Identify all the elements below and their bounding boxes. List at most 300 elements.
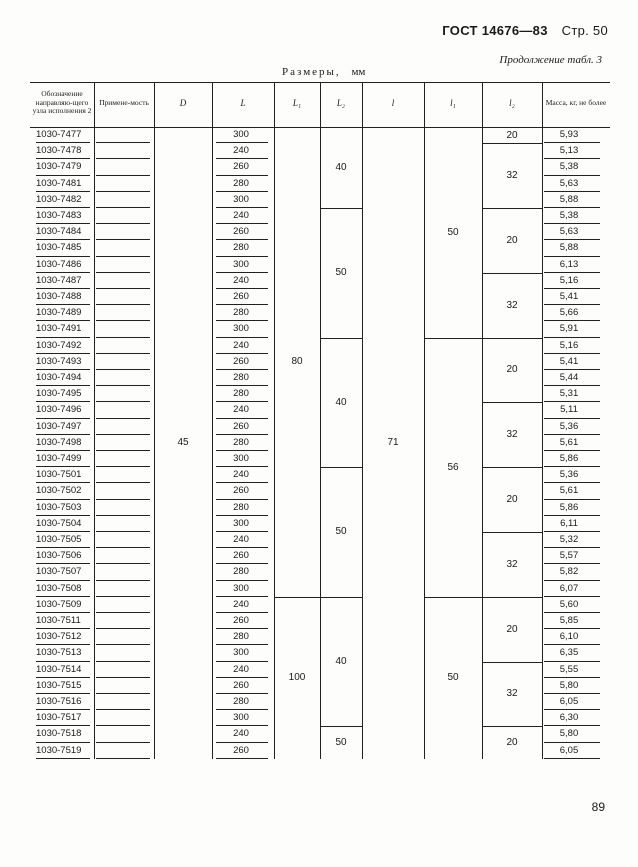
row-rule <box>96 628 150 629</box>
dimensions-caption <box>282 66 365 78</box>
row-mass: 6,05 <box>559 696 579 707</box>
row-rule <box>216 239 268 240</box>
row-rule <box>544 191 600 192</box>
row-L: 300 <box>233 323 249 335</box>
row-rule <box>96 563 150 564</box>
row-rule <box>36 580 90 581</box>
row-rule <box>544 223 600 224</box>
row-rule <box>36 288 90 289</box>
row-rule <box>36 725 90 726</box>
row-mass: 5,82 <box>559 566 579 578</box>
row-rule <box>216 725 268 726</box>
row-rule <box>216 644 268 645</box>
row-rule <box>96 499 150 500</box>
merged-l2-value: 40 <box>335 396 347 408</box>
merged-l1-value: 50 <box>447 672 459 684</box>
row-rule <box>96 158 150 159</box>
header-l1: l₁ <box>450 97 456 108</box>
row-code: 1030-7496 <box>36 404 82 416</box>
row-rule <box>36 644 90 645</box>
merged-l2-value: 20 <box>506 364 518 376</box>
row-rule <box>216 304 268 305</box>
merged-l2-value: 50 <box>335 526 347 538</box>
row-rule <box>36 677 90 678</box>
merged-l2-value: 32 <box>506 429 518 441</box>
row-mass: 5,31 <box>559 388 579 400</box>
row-code: 1030-7493 <box>36 355 82 367</box>
row-mass: 5,63 <box>559 226 579 238</box>
row-rule <box>544 239 600 240</box>
row-rule <box>216 580 268 581</box>
document-header <box>442 23 608 38</box>
row-rule <box>36 239 90 240</box>
row-rule <box>544 612 600 613</box>
row-rule <box>544 337 600 338</box>
row-rule <box>96 175 150 176</box>
row-rule <box>216 499 268 500</box>
row-rule <box>96 401 150 402</box>
row-rule <box>544 758 600 759</box>
row-L: 260 <box>233 744 249 756</box>
row-mass: 5,61 <box>559 485 579 497</box>
row-rule <box>216 482 268 483</box>
row-rule <box>216 612 268 613</box>
merged-l2-value: 20 <box>506 737 518 749</box>
row-mass: 5,36 <box>559 420 579 432</box>
row-L: 240 <box>233 404 249 416</box>
merged-l-value: 71 <box>387 437 399 449</box>
row-mass: 5,16 <box>559 339 579 351</box>
row-L: 300 <box>233 193 249 205</box>
row-L: 240 <box>233 663 249 675</box>
row-rule <box>96 515 150 516</box>
row-mass: 5,41 <box>559 355 579 367</box>
row-code: 1030-7501 <box>36 469 82 481</box>
row-L: 240 <box>233 145 249 157</box>
row-rule <box>36 482 90 483</box>
row-rule <box>36 272 90 273</box>
row-mass: 6,30 <box>559 712 579 724</box>
row-code: 1030-7484 <box>36 226 82 238</box>
row-mass: 5,38 <box>559 161 579 173</box>
row-rule <box>36 337 90 338</box>
row-rule <box>96 223 150 224</box>
row-mass: 6,11 <box>560 517 578 529</box>
row-code: 1030-7477 <box>36 129 82 140</box>
row-rule <box>36 466 90 467</box>
page-number: 89 <box>591 800 605 814</box>
row-rule <box>216 677 268 678</box>
row-rule <box>544 256 600 257</box>
row-mass: 5,57 <box>559 550 579 562</box>
row-rule <box>216 337 268 338</box>
row-L: 240 <box>233 598 249 610</box>
row-rule <box>216 531 268 532</box>
row-L: 280 <box>233 177 249 189</box>
row-code: 1030-7488 <box>36 291 82 302</box>
row-rule <box>544 450 600 451</box>
row-rule <box>96 450 150 451</box>
row-rule <box>544 401 600 402</box>
merged-l2-value: 50 <box>335 737 347 749</box>
row-rule <box>36 531 90 532</box>
row-L: 300 <box>233 129 249 140</box>
row-rule <box>96 661 150 662</box>
row-rule <box>36 709 90 710</box>
row-rule <box>216 158 268 159</box>
row-rule <box>36 628 90 629</box>
row-rule <box>216 418 268 419</box>
row-rule <box>544 304 600 305</box>
column-divider <box>94 82 95 759</box>
row-rule <box>544 175 600 176</box>
row-rule <box>96 142 150 143</box>
row-rule <box>36 450 90 451</box>
row-rule <box>36 223 90 224</box>
row-rule <box>544 563 600 564</box>
row-mass: 5,55 <box>559 663 579 675</box>
row-mass: 6,13 <box>559 258 579 270</box>
row-rule <box>544 418 600 419</box>
row-rule <box>544 482 600 483</box>
row-mass: 5,13 <box>559 145 579 157</box>
row-mass: 5,32 <box>559 534 579 545</box>
row-rule <box>36 515 90 516</box>
row-rule <box>36 434 90 435</box>
row-rule <box>544 466 600 467</box>
row-L: 280 <box>233 501 249 513</box>
row-rule <box>216 256 268 257</box>
row-L: 260 <box>233 291 249 302</box>
row-rule <box>96 709 150 710</box>
row-code: 1030-7494 <box>36 372 82 383</box>
row-L: 240 <box>233 469 249 481</box>
row-rule <box>96 191 150 192</box>
row-code: 1030-7504 <box>36 517 82 529</box>
merged-l2-value: 20 <box>506 129 518 141</box>
row-rule <box>544 158 600 159</box>
row-rule <box>96 304 150 305</box>
merged-l2-value: 32 <box>506 688 518 700</box>
row-code: 1030-7495 <box>36 388 82 400</box>
row-rule <box>36 563 90 564</box>
row-L: 300 <box>233 453 249 464</box>
row-rule <box>36 418 90 419</box>
row-mass: 6,35 <box>559 647 579 659</box>
row-rule <box>544 644 600 645</box>
row-code: 1030-7485 <box>36 242 82 254</box>
row-rule <box>544 677 600 678</box>
row-rule <box>544 499 600 500</box>
row-code: 1030-7516 <box>36 696 82 707</box>
header-l: l <box>391 97 395 108</box>
row-rule <box>544 547 600 548</box>
row-rule <box>216 175 268 176</box>
row-rule <box>216 207 268 208</box>
row-code: 1030-7512 <box>36 631 82 643</box>
row-code: 1030-7507 <box>36 566 82 578</box>
row-code: 1030-7513 <box>36 647 82 659</box>
row-rule <box>544 709 600 710</box>
row-mass: 5,60 <box>559 598 579 610</box>
row-rule <box>96 369 150 370</box>
row-mass: 6,05 <box>559 744 579 756</box>
row-L: 260 <box>233 355 249 367</box>
row-mass: 5,91 <box>559 323 579 335</box>
header-application: Примене-мость <box>99 97 149 107</box>
header-L2: L₂ <box>336 97 346 108</box>
row-rule <box>544 725 600 726</box>
row-code: 1030-7483 <box>36 210 82 221</box>
merged-l2-value: 32 <box>506 299 518 311</box>
row-rule <box>216 320 268 321</box>
row-code: 1030-7509 <box>36 598 82 610</box>
header-code: Обозначение направляю-щего узла исполнения 2 <box>32 89 92 116</box>
row-code: 1030-7508 <box>36 582 82 594</box>
row-code: 1030-7503 <box>36 501 82 513</box>
row-rule <box>544 580 600 581</box>
row-L: 300 <box>233 582 249 594</box>
row-mass: 5,80 <box>559 679 579 691</box>
row-mass: 5,63 <box>559 177 579 189</box>
row-rule <box>216 223 268 224</box>
row-L: 260 <box>233 679 249 691</box>
row-rule <box>96 482 150 483</box>
row-rule <box>544 661 600 662</box>
header-L: L <box>240 97 246 108</box>
row-rule <box>216 272 268 273</box>
row-mass: 5,44 <box>559 372 579 383</box>
row-rule <box>96 337 150 338</box>
row-mass: 5,88 <box>559 242 579 254</box>
row-rule <box>544 320 600 321</box>
row-rule <box>544 434 600 435</box>
row-mass: 5,41 <box>559 291 579 302</box>
row-rule <box>36 175 90 176</box>
merged-l2-value: 32 <box>506 170 518 182</box>
merged-l2-value: 40 <box>335 162 347 173</box>
row-code: 1030-7517 <box>36 712 82 724</box>
merged-l2-value: 40 <box>335 656 347 668</box>
row-rule <box>36 401 90 402</box>
row-rule <box>96 288 150 289</box>
row-rule <box>36 758 90 759</box>
row-rule <box>36 158 90 159</box>
row-mass: 5,80 <box>559 728 579 740</box>
row-rule <box>96 272 150 273</box>
merged-l1-value: 80 <box>291 356 303 368</box>
row-rule <box>544 693 600 694</box>
row-code: 1030-7499 <box>36 453 82 464</box>
row-rule <box>216 450 268 451</box>
row-mass: 5,11 <box>560 404 578 416</box>
row-rule <box>544 628 600 629</box>
row-L: 240 <box>233 210 249 221</box>
row-rule <box>96 239 150 240</box>
row-code: 1030-7482 <box>36 193 82 205</box>
row-L: 260 <box>233 420 249 432</box>
row-rule <box>36 693 90 694</box>
row-rule <box>96 353 150 354</box>
row-rule <box>216 369 268 370</box>
merged-l2-value: 50 <box>335 267 347 279</box>
header-L1: L₁ <box>292 97 302 108</box>
header-mass: Масса, кг, не более <box>545 97 607 107</box>
standard-title: ГОСТ 14676—83 <box>442 23 548 38</box>
row-code: 1030-7489 <box>36 307 82 319</box>
merged-l2-value: 20 <box>506 234 518 246</box>
row-code: 1030-7498 <box>36 436 82 448</box>
row-rule <box>36 142 90 143</box>
row-code: 1030-7497 <box>36 420 82 432</box>
row-L: 240 <box>233 274 249 286</box>
row-L: 300 <box>233 712 249 724</box>
row-rule <box>36 742 90 743</box>
row-rule <box>36 661 90 662</box>
row-rule <box>96 580 150 581</box>
row-L: 240 <box>233 339 249 351</box>
row-mass: 5,86 <box>559 501 579 513</box>
row-L: 280 <box>233 436 249 448</box>
row-rule <box>216 191 268 192</box>
row-rule <box>96 466 150 467</box>
row-rule <box>216 401 268 402</box>
row-code: 1030-7505 <box>36 534 82 545</box>
row-mass: 5,38 <box>559 210 579 221</box>
row-rule <box>96 385 150 386</box>
row-code: 1030-7506 <box>36 550 82 562</box>
row-rule <box>96 256 150 257</box>
row-mass: 6,10 <box>559 631 579 643</box>
row-rule <box>216 661 268 662</box>
row-rule <box>96 418 150 419</box>
row-L: 300 <box>233 258 249 270</box>
row-rule <box>544 515 600 516</box>
row-rule <box>216 547 268 548</box>
merged-l1-value: 50 <box>447 226 459 238</box>
row-L: 300 <box>233 647 249 659</box>
row-rule <box>216 693 268 694</box>
row-L: 280 <box>233 372 249 383</box>
merged-l1-value: 100 <box>288 672 306 684</box>
row-rule <box>36 191 90 192</box>
row-rule <box>96 547 150 548</box>
row-rule <box>544 353 600 354</box>
row-rule <box>36 256 90 257</box>
row-rule <box>544 596 600 597</box>
row-code: 1030-7515 <box>36 679 82 691</box>
row-rule <box>216 628 268 629</box>
row-rule <box>96 725 150 726</box>
row-L: 300 <box>233 517 249 529</box>
row-code: 1030-7486 <box>36 258 82 270</box>
row-rule <box>36 320 90 321</box>
row-L: 240 <box>233 534 249 545</box>
row-code: 1030-7514 <box>36 663 82 675</box>
row-code: 1030-7492 <box>36 339 82 351</box>
row-rule <box>36 304 90 305</box>
merged-d-value: 45 <box>177 437 189 449</box>
row-rule <box>96 320 150 321</box>
row-rule <box>216 353 268 354</box>
row-rule <box>216 434 268 435</box>
merged-l2-value: 32 <box>506 558 518 570</box>
dimensions-table <box>30 82 610 797</box>
row-code: 1030-7502 <box>36 485 82 497</box>
row-rule <box>36 369 90 370</box>
row-rule <box>216 142 268 143</box>
column-divider <box>212 82 213 759</box>
row-mass: 6,07 <box>559 582 579 594</box>
row-code: 1030-7487 <box>36 274 82 286</box>
row-rule <box>216 385 268 386</box>
row-rule <box>96 644 150 645</box>
row-rule <box>544 272 600 273</box>
row-rule <box>216 758 268 759</box>
row-mass: 5,66 <box>559 307 579 319</box>
row-rule <box>36 612 90 613</box>
dimensions-label: Размеры, <box>282 66 341 78</box>
table-continuation-note: Продолжение табл. 3 <box>499 54 602 66</box>
row-L: 280 <box>233 388 249 400</box>
dimensions-unit: мм <box>351 66 366 78</box>
row-L: 260 <box>233 485 249 497</box>
page-label: Стр. 50 <box>561 23 608 38</box>
row-rule <box>36 499 90 500</box>
row-mass: 5,85 <box>559 615 579 626</box>
row-rule <box>544 385 600 386</box>
row-rule <box>216 709 268 710</box>
row-rule <box>544 369 600 370</box>
header-D: D <box>179 97 187 108</box>
row-rule <box>96 612 150 613</box>
row-rule <box>216 288 268 289</box>
row-rule <box>36 207 90 208</box>
row-L: 260 <box>233 161 249 173</box>
row-rule <box>544 288 600 289</box>
row-code: 1030-7518 <box>36 728 82 740</box>
row-code: 1030-7511 <box>36 615 81 626</box>
header-l2: l₂ <box>509 97 515 108</box>
row-L: 280 <box>233 307 249 319</box>
row-L: 280 <box>233 696 249 707</box>
row-rule <box>544 142 600 143</box>
row-L: 260 <box>233 226 249 238</box>
row-rule <box>544 207 600 208</box>
row-rule <box>36 547 90 548</box>
row-code: 1030-7519 <box>36 744 82 756</box>
row-rule <box>36 596 90 597</box>
row-rule <box>544 742 600 743</box>
row-rule <box>96 742 150 743</box>
row-rule <box>96 693 150 694</box>
row-mass: 5,16 <box>559 274 579 286</box>
row-mass: 5,93 <box>559 129 579 140</box>
row-L: 280 <box>233 242 249 254</box>
row-rule <box>216 596 268 597</box>
row-rule <box>544 531 600 532</box>
row-mass: 5,61 <box>559 436 579 448</box>
row-rule <box>216 515 268 516</box>
row-code: 1030-7479 <box>36 161 82 173</box>
row-rule <box>96 677 150 678</box>
row-L: 240 <box>233 728 249 740</box>
merged-l2-value: 20 <box>506 623 518 635</box>
row-code: 1030-7478 <box>36 145 82 157</box>
row-rule <box>96 531 150 532</box>
row-L: 280 <box>233 566 249 578</box>
row-rule <box>36 385 90 386</box>
